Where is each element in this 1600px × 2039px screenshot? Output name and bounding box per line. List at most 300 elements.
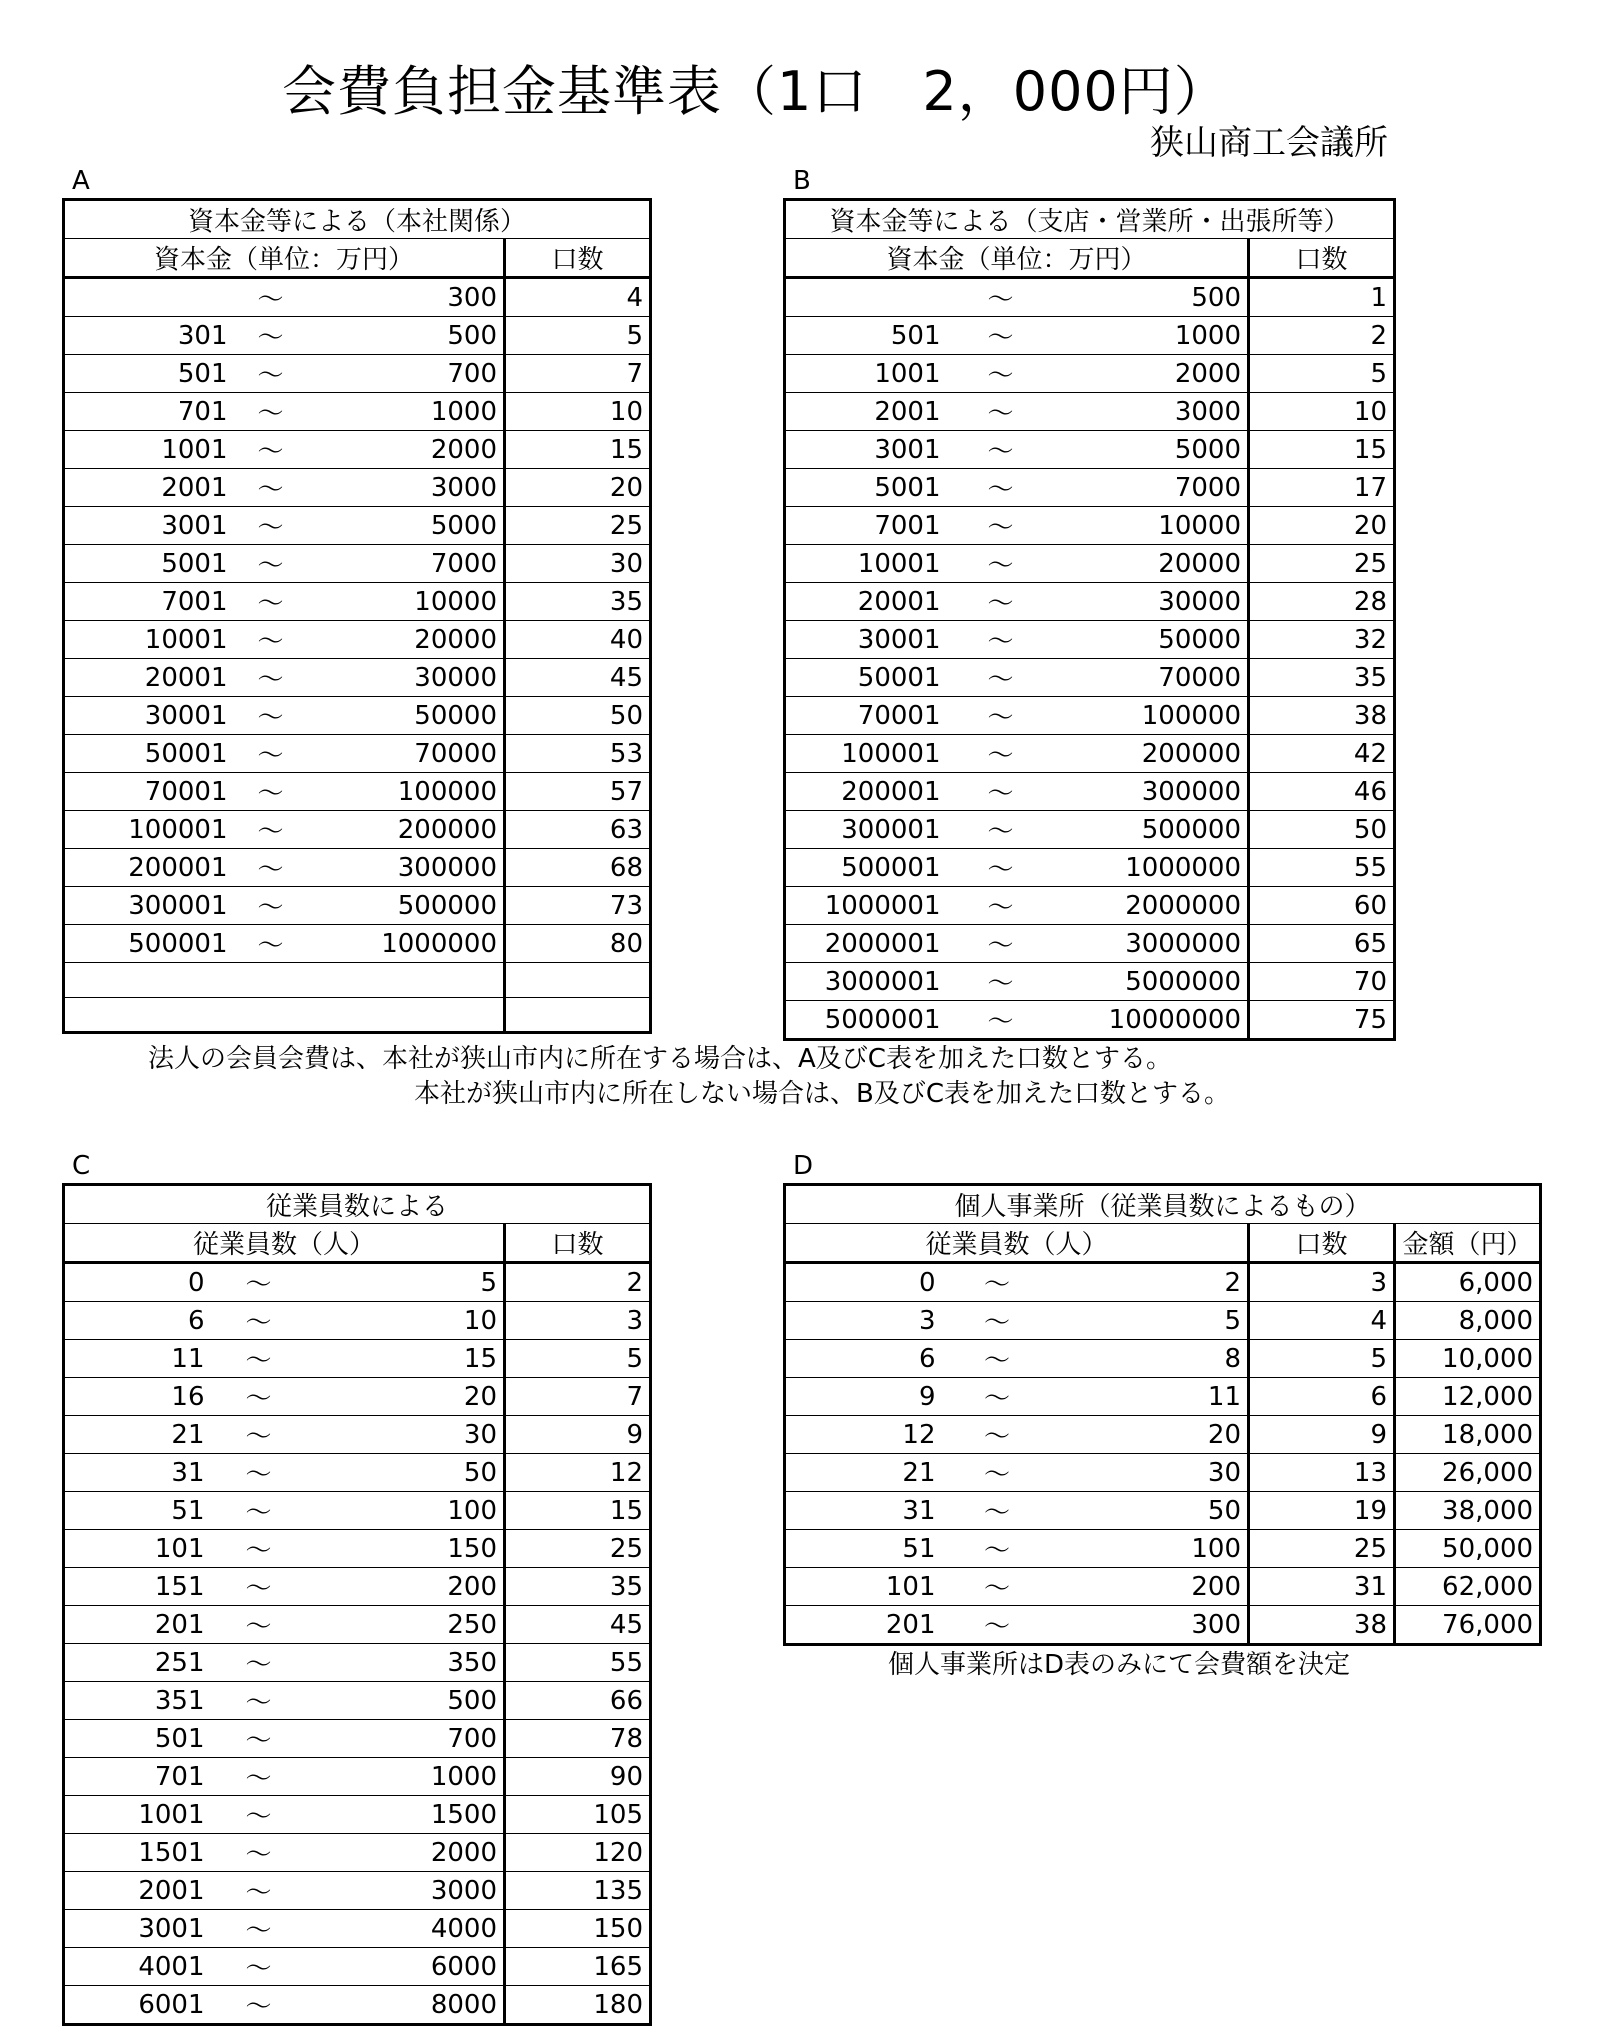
units-cell: 3 — [1249, 1263, 1395, 1302]
range-tilde-cell: ～ — [940, 1416, 1055, 1454]
units-cell: 55 — [1249, 849, 1395, 887]
range-tilde-cell: ～ — [945, 355, 1057, 393]
table-row — [64, 431, 651, 469]
units-cell: 66 — [505, 1682, 651, 1720]
range-to-cell: 4000 — [309, 1910, 505, 1948]
table-b — [783, 198, 1396, 1041]
range-tilde-cell: ～ — [940, 1492, 1055, 1530]
table-row — [785, 735, 1395, 773]
range-to-cell: 300 — [1055, 1606, 1249, 1645]
empty-table-row — [64, 998, 651, 1033]
units-cell: 25 — [1249, 1530, 1395, 1568]
range-from-cell: 3 — [785, 1302, 940, 1340]
table-row — [64, 507, 651, 545]
table-row — [64, 1530, 651, 1568]
table-row — [64, 393, 651, 431]
units-cell: 10 — [1249, 393, 1395, 431]
units-cell: 38 — [1249, 697, 1395, 735]
table-row — [785, 1263, 1541, 1302]
amount-cell: 76,000 — [1395, 1606, 1541, 1645]
range-to-cell: 200 — [309, 1568, 505, 1606]
range-from-cell — [64, 278, 232, 317]
units-cell: 25 — [1249, 545, 1395, 583]
range-tilde-cell: ～ — [209, 1492, 309, 1530]
range-from-cell: 151 — [64, 1568, 209, 1606]
units-cell: 28 — [1249, 583, 1395, 621]
range-from-cell: 300001 — [64, 887, 232, 925]
units-cell: 68 — [505, 849, 651, 887]
range-to-cell: 3000 — [310, 469, 505, 507]
table-row — [64, 697, 651, 735]
amount-cell: 10,000 — [1395, 1340, 1541, 1378]
range-to-cell: 10000 — [310, 583, 505, 621]
units-cell: 70 — [1249, 963, 1395, 1001]
units-cell: 31 — [1249, 1568, 1395, 1606]
range-from-cell: 11 — [64, 1340, 209, 1378]
range-to-cell: 8000 — [309, 1986, 505, 2025]
table-row — [785, 887, 1395, 925]
units-cell: 50 — [505, 697, 651, 735]
range-tilde-cell: ～ — [945, 507, 1057, 545]
table-row — [64, 1948, 651, 1986]
range-from-cell: 4001 — [64, 1948, 209, 1986]
range-from-cell: 21 — [64, 1416, 209, 1454]
units-cell: 2 — [505, 1263, 651, 1302]
range-from-cell: 2001 — [64, 469, 232, 507]
range-tilde-cell: ～ — [945, 849, 1057, 887]
range-to-cell: 500 — [310, 317, 505, 355]
range-to-cell: 100000 — [310, 773, 505, 811]
range-tilde-cell: ～ — [209, 1758, 309, 1796]
range-tilde-cell: ～ — [945, 963, 1057, 1001]
units-cell: 7 — [505, 355, 651, 393]
range-to-cell: 15 — [309, 1340, 505, 1378]
empty-table-row — [64, 963, 651, 998]
range-tilde-cell: ～ — [232, 621, 310, 659]
range-tilde-cell: ～ — [209, 1872, 309, 1910]
table-c — [62, 1183, 652, 2026]
page-title: 会費負担金基準表（1口 2，000円） — [282, 60, 1229, 123]
range-from-cell: 201 — [64, 1606, 209, 1644]
table-c-letter: C — [72, 1151, 91, 1181]
range-to-cell: 150 — [309, 1530, 505, 1568]
range-tilde-cell: ～ — [945, 621, 1057, 659]
table-row — [785, 963, 1395, 1001]
range-from-cell: 2001 — [64, 1872, 209, 1910]
range-to-cell: 20000 — [310, 621, 505, 659]
table-row — [64, 469, 651, 507]
table-row — [64, 317, 651, 355]
range-from-cell: 5000001 — [785, 1001, 945, 1040]
units-cell: 105 — [505, 1796, 651, 1834]
range-to-cell: 50 — [1055, 1492, 1249, 1530]
range-to-cell: 500000 — [310, 887, 505, 925]
range-to-cell: 50000 — [310, 697, 505, 735]
range-tilde-cell: ～ — [232, 355, 310, 393]
units-cell: 17 — [1249, 469, 1395, 507]
units-cell: 4 — [505, 278, 651, 317]
range-from-cell: 351 — [64, 1682, 209, 1720]
units-cell: 20 — [505, 469, 651, 507]
range-to-cell: 2000 — [310, 431, 505, 469]
range-to-cell: 200000 — [310, 811, 505, 849]
table-row — [785, 849, 1395, 887]
range-from-cell: 701 — [64, 393, 232, 431]
range-to-cell: 500 — [309, 1682, 505, 1720]
range-from-cell: 500001 — [785, 849, 945, 887]
range-from-cell: 501 — [64, 1720, 209, 1758]
table-row — [64, 1606, 651, 1644]
table-row — [64, 659, 651, 697]
table-d-range-header: 従業員数（人） — [785, 1224, 1249, 1263]
range-from-cell: 0 — [64, 1263, 209, 1302]
range-tilde-cell: ～ — [945, 697, 1057, 735]
table-row — [785, 317, 1395, 355]
range-tilde-cell: ～ — [209, 1986, 309, 2025]
range-tilde-cell: ～ — [940, 1568, 1055, 1606]
units-cell: 180 — [505, 1986, 651, 2025]
table-a — [62, 198, 652, 1034]
range-to-cell: 700 — [310, 355, 505, 393]
range-from-cell: 6 — [785, 1340, 940, 1378]
range-from-cell: 500001 — [64, 925, 232, 963]
table-row — [785, 1378, 1541, 1416]
units-cell: 5 — [1249, 1340, 1395, 1378]
range-to-cell: 3000 — [1057, 393, 1249, 431]
units-cell: 30 — [505, 545, 651, 583]
table-c-range-header: 従業員数（人） — [64, 1224, 505, 1263]
table-row — [785, 507, 1395, 545]
units-cell: 10 — [505, 393, 651, 431]
range-to-cell: 1000000 — [310, 925, 505, 963]
range-to-cell: 1000 — [309, 1758, 505, 1796]
range-to-cell: 20 — [1055, 1416, 1249, 1454]
range-from-cell: 1000001 — [785, 887, 945, 925]
table-row — [64, 887, 651, 925]
units-cell: 120 — [505, 1834, 651, 1872]
units-cell: 55 — [505, 1644, 651, 1682]
range-to-cell: 11 — [1055, 1378, 1249, 1416]
table-c-caption: 従業員数による — [64, 1185, 651, 1224]
range-tilde-cell: ～ — [940, 1263, 1055, 1302]
range-from-cell — [785, 278, 945, 317]
range-from-cell: 2001 — [785, 393, 945, 431]
range-to-cell: 700 — [309, 1720, 505, 1758]
amount-cell: 62,000 — [1395, 1568, 1541, 1606]
table-row — [785, 431, 1395, 469]
table-row — [785, 811, 1395, 849]
range-to-cell: 5 — [309, 1263, 505, 1302]
range-tilde-cell: ～ — [945, 773, 1057, 811]
table-row — [785, 1340, 1541, 1378]
range-from-cell: 5001 — [64, 545, 232, 583]
units-cell: 40 — [505, 621, 651, 659]
range-from-cell: 51 — [785, 1530, 940, 1568]
range-from-cell: 10001 — [64, 621, 232, 659]
range-to-cell: 500000 — [1057, 811, 1249, 849]
range-from-cell: 501 — [64, 355, 232, 393]
range-to-cell: 5000 — [310, 507, 505, 545]
organization-name: 狭山商工会議所 — [1150, 123, 1388, 163]
range-to-cell: 100000 — [1057, 697, 1249, 735]
range-from-cell: 1501 — [64, 1834, 209, 1872]
units-cell: 20 — [1249, 507, 1395, 545]
range-tilde-cell: ～ — [232, 849, 310, 887]
range-from-cell: 200001 — [785, 773, 945, 811]
range-to-cell: 20000 — [1057, 545, 1249, 583]
range-from-cell: 301 — [64, 317, 232, 355]
units-cell: 63 — [505, 811, 651, 849]
range-tilde-cell: ～ — [945, 583, 1057, 621]
amount-cell: 6,000 — [1395, 1263, 1541, 1302]
range-from-cell: 3001 — [64, 1910, 209, 1948]
range-tilde-cell: ～ — [232, 697, 310, 735]
table-row — [64, 849, 651, 887]
table-row — [64, 1720, 651, 1758]
table-row — [785, 545, 1395, 583]
range-from-cell: 100001 — [785, 735, 945, 773]
table-row — [785, 1530, 1541, 1568]
table-a-letter: A — [72, 166, 90, 196]
units-cell: 13 — [1249, 1454, 1395, 1492]
range-from-cell: 1001 — [64, 431, 232, 469]
range-to-cell: 30000 — [310, 659, 505, 697]
units-cell: 32 — [1249, 621, 1395, 659]
units-cell: 4 — [1249, 1302, 1395, 1340]
range-tilde-cell: ～ — [945, 811, 1057, 849]
range-to-cell: 200 — [1055, 1568, 1249, 1606]
table-row — [64, 355, 651, 393]
range-to-cell: 70000 — [1057, 659, 1249, 697]
table-row — [785, 697, 1395, 735]
range-from-cell: 30001 — [785, 621, 945, 659]
range-to-cell: 300000 — [310, 849, 505, 887]
range-tilde-cell: ～ — [209, 1263, 309, 1302]
range-to-cell: 5 — [1055, 1302, 1249, 1340]
units-cell: 9 — [1249, 1416, 1395, 1454]
range-tilde-cell: ～ — [945, 735, 1057, 773]
range-tilde-cell: ～ — [209, 1568, 309, 1606]
amount-cell: 18,000 — [1395, 1416, 1541, 1454]
table-c-units-header: 口数 — [505, 1224, 651, 1263]
range-to-cell: 200000 — [1057, 735, 1249, 773]
range-from-cell: 101 — [64, 1530, 209, 1568]
range-from-cell: 701 — [64, 1758, 209, 1796]
units-cell: 7 — [505, 1378, 651, 1416]
table-b-caption: 資本金等による（支店・営業所・出張所等） — [785, 200, 1395, 239]
amount-cell: 12,000 — [1395, 1378, 1541, 1416]
table-row — [64, 1378, 651, 1416]
table-row — [785, 393, 1395, 431]
table-row — [64, 1454, 651, 1492]
note-line-1: 法人の会員会費は、本社が狭山市内に所在する場合は、A及びC表を加えた口数とする。 — [148, 1044, 1172, 1074]
table-row — [785, 1568, 1541, 1606]
range-tilde-cell: ～ — [940, 1606, 1055, 1645]
units-cell: 50 — [1249, 811, 1395, 849]
range-from-cell: 7001 — [785, 507, 945, 545]
range-tilde-cell: ～ — [232, 317, 310, 355]
range-from-cell: 501 — [785, 317, 945, 355]
table-row — [785, 621, 1395, 659]
units-cell: 80 — [505, 925, 651, 963]
range-from-cell: 7001 — [64, 583, 232, 621]
range-to-cell: 5000000 — [1057, 963, 1249, 1001]
table-row — [785, 355, 1395, 393]
units-cell: 35 — [505, 1568, 651, 1606]
units-cell: 15 — [505, 431, 651, 469]
range-from-cell: 200001 — [64, 849, 232, 887]
units-cell: 38 — [1249, 1606, 1395, 1645]
table-row — [64, 1644, 651, 1682]
range-from-cell: 50001 — [785, 659, 945, 697]
empty-units-cell — [505, 998, 651, 1033]
range-to-cell: 50 — [309, 1454, 505, 1492]
range-to-cell: 7000 — [1057, 469, 1249, 507]
range-tilde-cell: ～ — [209, 1796, 309, 1834]
range-tilde-cell: ～ — [209, 1644, 309, 1682]
table-row — [64, 1682, 651, 1720]
range-to-cell: 6000 — [309, 1948, 505, 1986]
range-tilde-cell: ～ — [232, 545, 310, 583]
range-from-cell: 9 — [785, 1378, 940, 1416]
table-row — [64, 1758, 651, 1796]
range-tilde-cell: ～ — [232, 659, 310, 697]
range-to-cell: 1000 — [310, 393, 505, 431]
empty-units-cell — [505, 963, 651, 998]
units-cell: 3 — [505, 1302, 651, 1340]
range-tilde-cell: ～ — [232, 925, 310, 963]
units-cell: 46 — [1249, 773, 1395, 811]
range-tilde-cell: ～ — [945, 317, 1057, 355]
range-from-cell: 251 — [64, 1644, 209, 1682]
range-tilde-cell: ～ — [232, 278, 310, 317]
range-to-cell: 300 — [310, 278, 505, 317]
range-to-cell: 2000000 — [1057, 887, 1249, 925]
range-tilde-cell: ～ — [945, 659, 1057, 697]
range-from-cell: 3001 — [64, 507, 232, 545]
range-tilde-cell: ～ — [232, 507, 310, 545]
units-cell: 57 — [505, 773, 651, 811]
table-d-units-header: 口数 — [1249, 1224, 1395, 1263]
amount-cell: 8,000 — [1395, 1302, 1541, 1340]
amount-cell: 38,000 — [1395, 1492, 1541, 1530]
empty-range-cell — [64, 963, 505, 998]
table-d-letter: D — [793, 1151, 814, 1181]
range-from-cell: 1001 — [64, 1796, 209, 1834]
range-from-cell: 0 — [785, 1263, 940, 1302]
range-tilde-cell: ～ — [945, 1001, 1057, 1040]
range-tilde-cell: ～ — [940, 1302, 1055, 1340]
units-cell: 42 — [1249, 735, 1395, 773]
range-to-cell: 3000000 — [1057, 925, 1249, 963]
range-tilde-cell: ～ — [940, 1454, 1055, 1492]
range-tilde-cell: ～ — [940, 1340, 1055, 1378]
units-cell: 2 — [1249, 317, 1395, 355]
range-tilde-cell: ～ — [232, 773, 310, 811]
range-from-cell: 3000001 — [785, 963, 945, 1001]
units-cell: 25 — [505, 507, 651, 545]
range-tilde-cell: ～ — [209, 1910, 309, 1948]
range-from-cell: 31 — [785, 1492, 940, 1530]
table-row — [785, 1454, 1541, 1492]
units-cell: 90 — [505, 1758, 651, 1796]
range-to-cell: 30 — [1055, 1454, 1249, 1492]
amount-cell: 26,000 — [1395, 1454, 1541, 1492]
range-from-cell: 300001 — [785, 811, 945, 849]
units-cell: 165 — [505, 1948, 651, 1986]
table-row — [785, 773, 1395, 811]
table-row — [64, 1986, 651, 2025]
range-from-cell: 30001 — [64, 697, 232, 735]
range-from-cell: 3001 — [785, 431, 945, 469]
range-tilde-cell: ～ — [232, 469, 310, 507]
range-from-cell: 101 — [785, 1568, 940, 1606]
units-cell: 12 — [505, 1454, 651, 1492]
range-tilde-cell: ～ — [209, 1530, 309, 1568]
units-cell: 15 — [505, 1492, 651, 1530]
table-row — [64, 735, 651, 773]
units-cell: 65 — [1249, 925, 1395, 963]
units-cell: 78 — [505, 1720, 651, 1758]
range-tilde-cell: ～ — [209, 1378, 309, 1416]
table-a-range-header: 資本金（単位：万円） — [64, 239, 505, 278]
table-row — [785, 1001, 1395, 1040]
table-row — [64, 545, 651, 583]
table-row — [64, 1872, 651, 1910]
units-cell: 9 — [505, 1416, 651, 1454]
range-from-cell: 10001 — [785, 545, 945, 583]
range-to-cell: 350 — [309, 1644, 505, 1682]
table-d-amount-header: 金額（円） — [1395, 1224, 1541, 1263]
range-to-cell: 7000 — [310, 545, 505, 583]
table-row — [64, 811, 651, 849]
range-tilde-cell: ～ — [945, 545, 1057, 583]
range-tilde-cell: ～ — [232, 583, 310, 621]
units-cell: 15 — [1249, 431, 1395, 469]
table-row — [785, 1606, 1541, 1645]
units-cell: 35 — [505, 583, 651, 621]
table-row — [785, 1416, 1541, 1454]
range-to-cell: 500 — [1057, 278, 1249, 317]
range-from-cell: 6 — [64, 1302, 209, 1340]
table-d-note: 個人事業所はD表のみにて会費額を決定 — [888, 1650, 1351, 1680]
range-to-cell: 30000 — [1057, 583, 1249, 621]
units-cell: 25 — [505, 1530, 651, 1568]
range-tilde-cell: ～ — [209, 1302, 309, 1340]
range-from-cell: 20001 — [64, 659, 232, 697]
range-to-cell: 1500 — [309, 1796, 505, 1834]
table-row — [64, 1302, 651, 1340]
table-row — [785, 659, 1395, 697]
range-tilde-cell: ～ — [945, 393, 1057, 431]
units-cell: 5 — [505, 1340, 651, 1378]
table-row — [64, 925, 651, 963]
table-row — [785, 925, 1395, 963]
range-to-cell: 8 — [1055, 1340, 1249, 1378]
range-tilde-cell: ～ — [209, 1834, 309, 1872]
empty-range-cell — [64, 998, 505, 1033]
table-row — [64, 621, 651, 659]
units-cell: 135 — [505, 1872, 651, 1910]
units-cell: 45 — [505, 1606, 651, 1644]
note-line-2: 本社が狭山市内に所在しない場合は、B及びC表を加えた口数とする。 — [414, 1079, 1230, 1109]
table-row — [64, 583, 651, 621]
range-to-cell: 5000 — [1057, 431, 1249, 469]
units-cell: 19 — [1249, 1492, 1395, 1530]
units-cell: 60 — [1249, 887, 1395, 925]
range-tilde-cell: ～ — [945, 887, 1057, 925]
amount-cell: 50,000 — [1395, 1530, 1541, 1568]
